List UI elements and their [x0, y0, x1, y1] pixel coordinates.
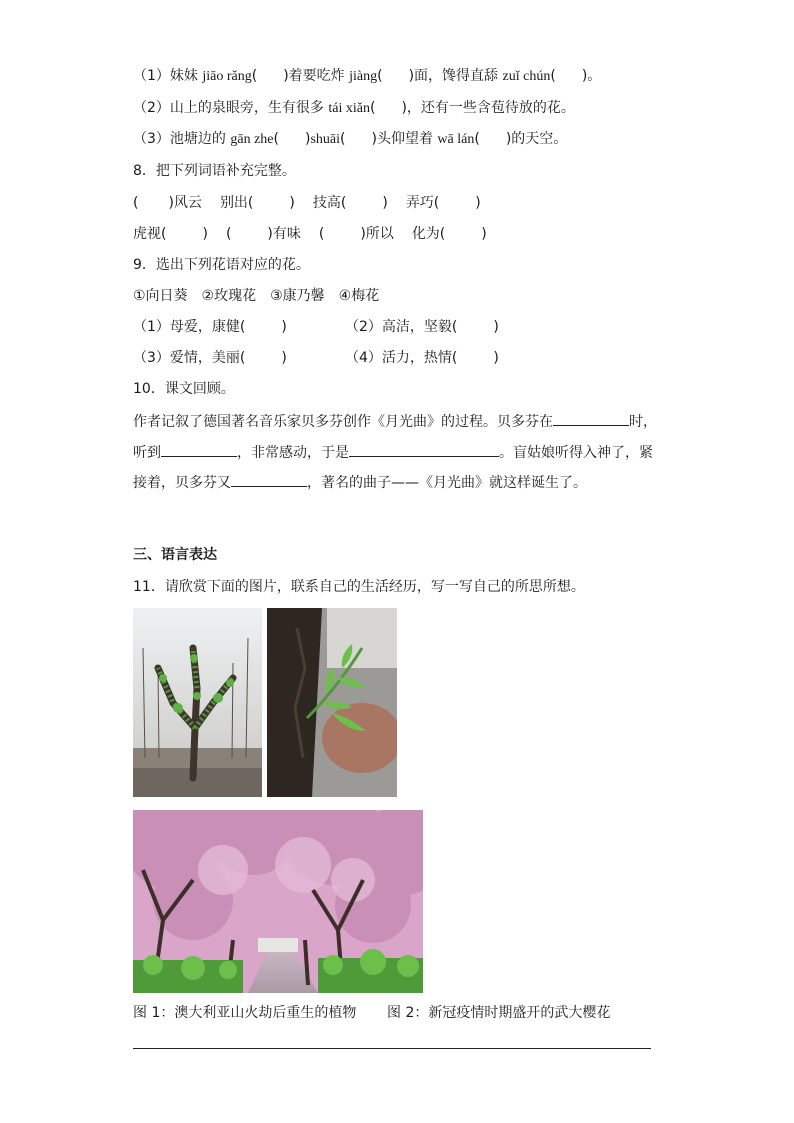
caption-figure-1: 图 1：澳大利亚山火劫后重生的植物 [133, 1005, 357, 1021]
answer-writing-line[interactable] [133, 1048, 651, 1049]
q7-item-3: （3）池塘边的 gān zhe( )shuāi( )头仰望着 wā lán( )的天空。 [133, 131, 568, 147]
q10-line-3: 接着，贝多芬又 ，著名的曲子——《月光曲》就这样诞生了。 [133, 472, 587, 493]
q10-line-2: 听到 ，非常感动，于是 。盲姑娘听得入神了，紧 [133, 442, 653, 463]
photo-regrowth-tree [133, 608, 262, 797]
section-3-title: 三、语言表达 [133, 547, 217, 563]
q9-item-3: （3）爱情，美丽( ) [133, 350, 287, 366]
q8-row-2: 虎视( ) ( )有味 ( )所以 化为( ) [133, 226, 487, 242]
q8-row-1: ( )风云 别出( ) 技高( ) 弄巧( ) [133, 195, 481, 211]
q9-item-1: （1）母爱，康健( ) [133, 319, 287, 335]
photo-cherry-blossom-avenue [133, 810, 423, 993]
q9-item-2: （2）高洁，坚毅( ) [345, 319, 499, 335]
q9-options: ①向日葵 ②玫瑰花 ③康乃馨 ④梅花 [133, 288, 380, 304]
q10-title: 10．课文回顾。 [133, 381, 235, 397]
q7-item-1: （1）妹妹 jiāo rǎng( )着要吃炸 jiàng( )面，馋得直舔 zuǐ chún( )。 [133, 68, 602, 84]
photo-sprout-on-trunk [267, 608, 397, 797]
q8-title: 8．把下列词语补充完整。 [133, 163, 296, 179]
q9-item-4: （4）活力，热情( ) [345, 350, 499, 366]
caption-figure-2: 图 2：新冠疫情时期盛开的武大樱花 [387, 1005, 611, 1021]
q11-prompt: 11．请欣赏下面的图片，联系自己的生活经历，写一写自己的所思所想。 [133, 579, 585, 595]
q10-line-1: 作者记叙了德国著名音乐家贝多芬创作《月光曲》的过程。贝多芬在 时， [133, 411, 657, 432]
q9-title: 9．选出下列花语对应的花。 [133, 257, 310, 273]
q7-item-2: （2）山上的泉眼旁，生有很多 tái xiǎn( )，还有一些含苞待放的花。 [133, 100, 575, 116]
